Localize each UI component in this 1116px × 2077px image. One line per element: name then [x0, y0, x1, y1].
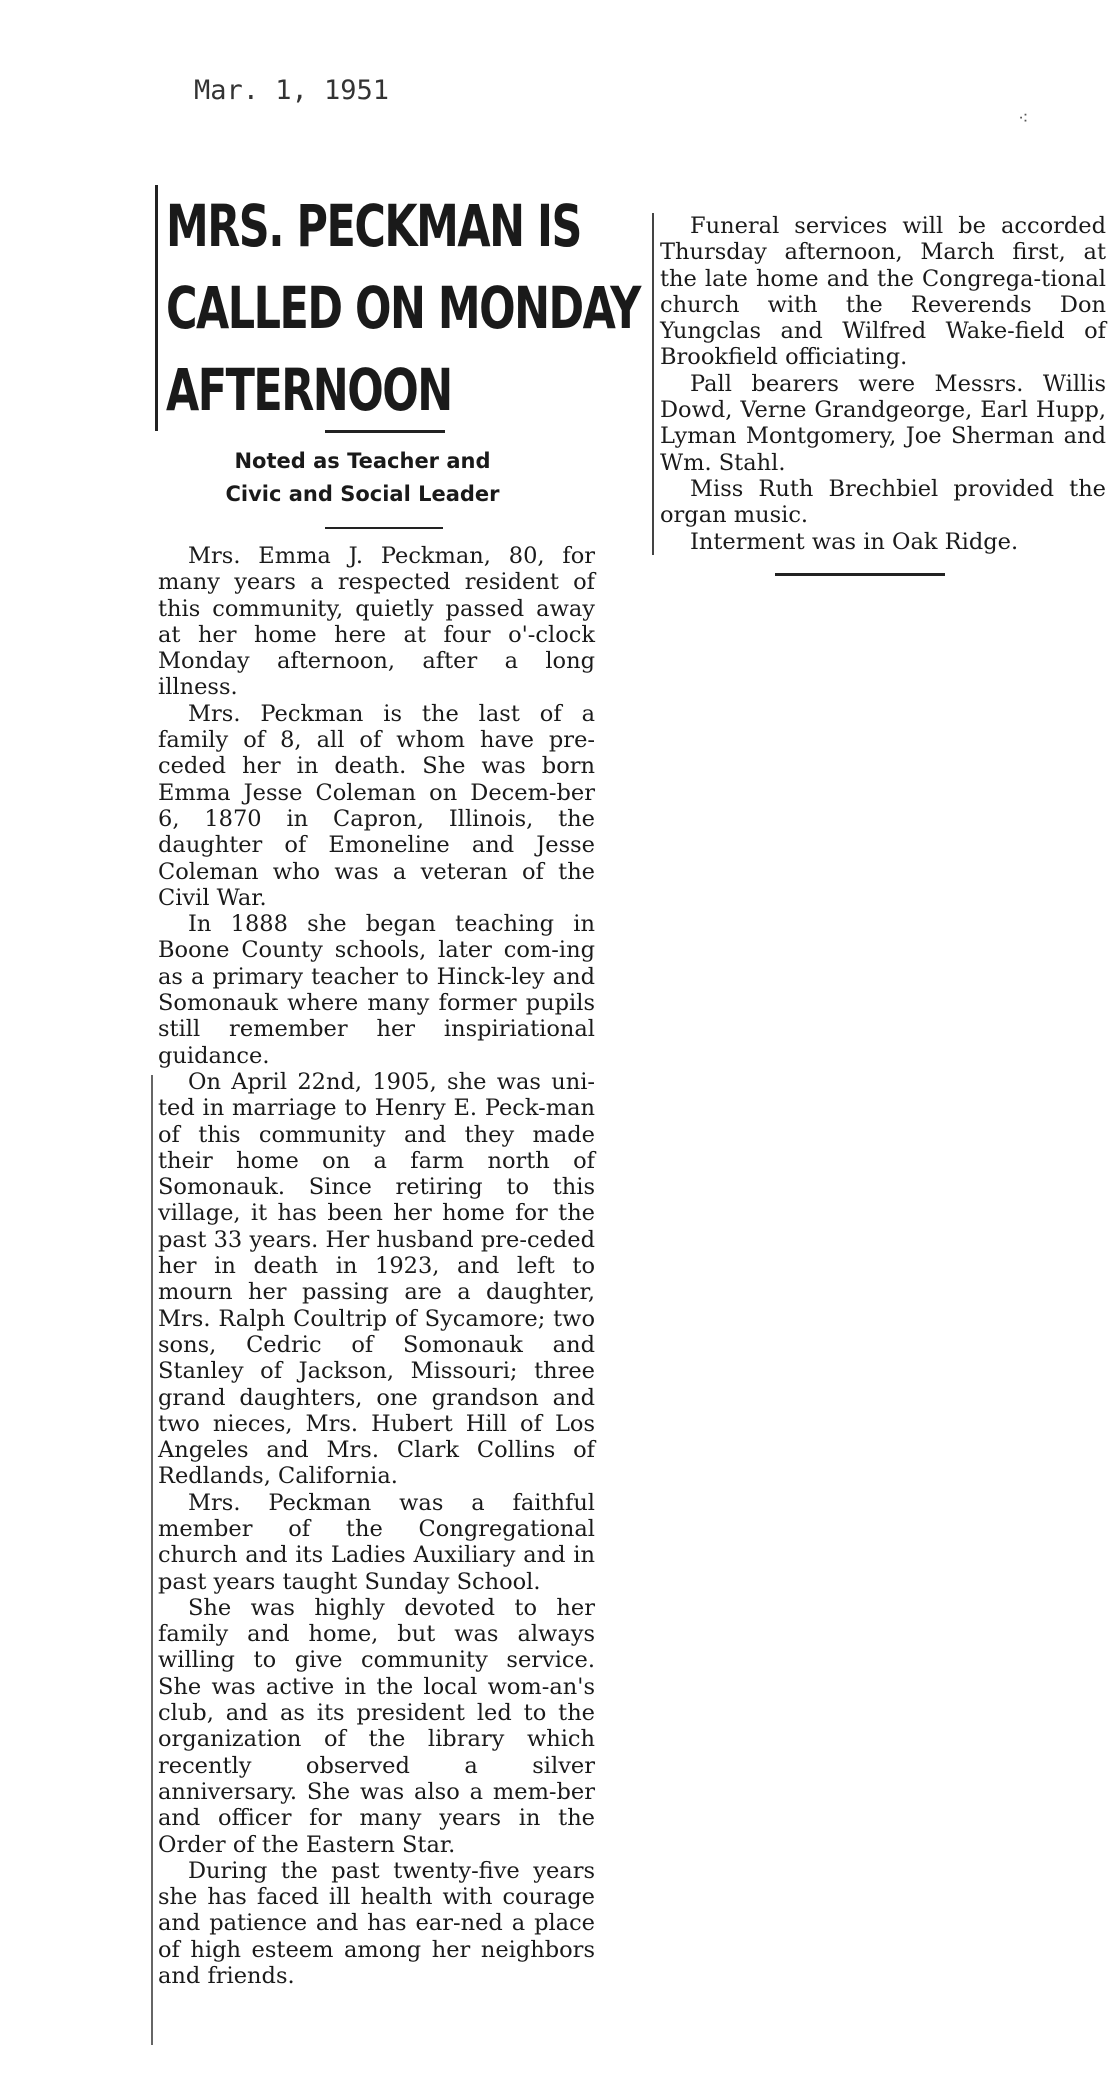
body-paragraph: Pall bearers were Messrs. Willis Dowd, Verne Grandgeorge, Earl Hupp, Lyman Montgomery, Joe Sherman and Wm. Stahl.	[660, 370, 1106, 476]
article-body-column-1	[158, 543, 595, 1989]
column-edge-line	[151, 1075, 153, 2045]
subheadline	[150, 445, 575, 511]
scan-speck: ⁖	[1018, 108, 1029, 129]
body-paragraph: During the past twenty-five years she has faced ill health with courage and patience and has ear-ned a place of high esteem among her neighbors and friends.	[158, 1857, 595, 1990]
headline-line-3: AFTERNOON	[166, 356, 452, 424]
headline-divider	[325, 430, 445, 433]
body-paragraph: On April 22nd, 1905, she was uni-ted in marriage to Henry E. Peck-man of this community and they made their home on a farm north of Somonauk. Since retiring to this village, it has been her home for the past 33 years. Her husband pre-ceded her in death in 1923, and left to mourn her passing are a daughter, Mrs. Ralph Coultrip of Sycamore; two sons, Cedric of Somonauk and Stanley of Jackson, Missouri; three grand daughters, one grandson and two nieces, Mrs. Hubert Hill of Los Angeles and Mrs. Clark Collins of Redlands, California.	[158, 1068, 595, 1490]
body-paragraph: Funeral services will be accorded Thursday afternoon, March first, at the late home and the Congrega-tional church with the Reverends Don Yungclas and Wilfred Wake-field of Brookfield officiating.	[660, 213, 1106, 371]
body-paragraph: In 1888 she began teaching in Boone County schools, later com-ing as a primary teacher to Hinck-ley and Somonauk where many former pupils still remember her inspiriational guidance.	[158, 911, 595, 1069]
subhead-line-2: Civic and Social Leader	[225, 482, 500, 506]
subhead-line-1: Noted as Teacher and	[234, 449, 491, 473]
article-date: Mar. 1, 1951	[194, 75, 390, 106]
subhead-divider	[325, 527, 443, 529]
headline-line-2: CALLED ON MONDAY	[166, 274, 640, 342]
body-paragraph: She was highly devoted to her family and home, but was always willing to give community service. She was active in the local wom-an's club, and as its president led to the organization of the library which recently observed a silver anniversary. She was also a mem-ber and officer for many years in the Order of the Eastern Star.	[158, 1594, 595, 1858]
body-paragraph: Miss Ruth Brechbiel provided the organ music.	[660, 475, 1106, 529]
article-body-column-2	[652, 213, 1106, 555]
body-paragraph: Interment was in Oak Ridge.	[690, 528, 1019, 555]
body-paragraph: Mrs. Emma J. Peckman, 80, for many years a respected resident of this community, quietly passed away at her home here at four o'-clock Monday afternoon, after a long illness.	[158, 543, 595, 701]
body-paragraph: Mrs. Peckman is the last of a family of 8, all of whom have pre-ceded her in death. She was born Emma Jesse Coleman on Decem-ber 6, 1870 in Capron, Illinois, the daughter of Emoneline and Jesse Coleman who was a veteran of the Civil War.	[158, 700, 595, 911]
headline-line-1: MRS. PECKMAN IS	[166, 192, 581, 260]
body-paragraph: Mrs. Peckman was a faithful member of the Congregational church and its Ladies Auxiliary and in past years taught Sunday School.	[158, 1489, 595, 1595]
headline	[155, 185, 640, 431]
end-rule	[775, 573, 945, 576]
